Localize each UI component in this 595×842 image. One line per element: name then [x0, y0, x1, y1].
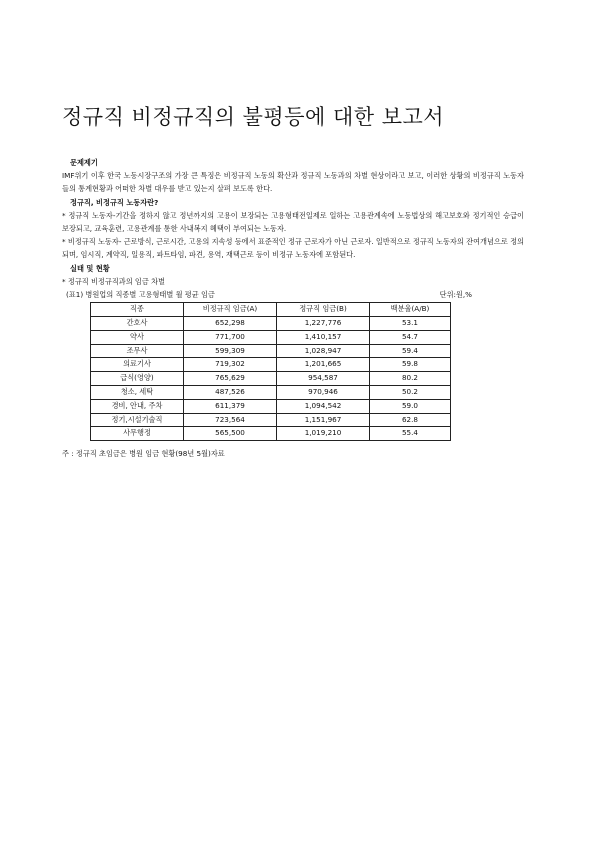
cell-percentage: 55.4 [370, 427, 451, 441]
header-percentage: 백분율(A/B) [370, 303, 451, 317]
cell-regular-wage: 1,028,947 [277, 344, 370, 358]
table-row [91, 413, 451, 427]
table-row [91, 330, 451, 344]
header-occupation: 직종 [91, 303, 184, 317]
cell-regular-wage: 1,410,157 [277, 330, 370, 344]
cell-regular-wage: 954,587 [277, 372, 370, 386]
problem-paragraph: IMF위기 이후 한국 노동시장구조의 가장 큰 특징은 비정규직 노동의 확산과 정규직 노동과의 차별 현상이라고 보고, 이러한 상황의 비정규직 노동자들의 통계현황과 어떠한 차별 대우를 받고 있는지 살펴 보도록 한다. [62, 171, 524, 194]
cell-regular-wage: 1,094,542 [277, 399, 370, 413]
cell-percentage: 59.4 [370, 344, 451, 358]
cell-occupation: 간호사 [91, 317, 184, 331]
table-header-row [91, 303, 451, 317]
cell-occupation: 사무행정 [91, 427, 184, 441]
cell-irregular-wage: 765,629 [184, 372, 277, 386]
cell-occupation: 경비, 안내, 주차 [91, 399, 184, 413]
document-body [62, 156, 524, 460]
table-row [91, 358, 451, 372]
cell-regular-wage: 1,151,967 [277, 413, 370, 427]
regular-worker-definition: * 정규직 노동자-기간을 정하지 않고 정년까지의 고용이 보장되는 고용형태전일제로 일하는 고용관계속에 노동법상의 해고보호와 정기적인 승급이 보장되고, 교육훈련, 고용관계를 통한 사내복지 혜택이 부여되는 노동자. [62, 210, 524, 234]
cell-irregular-wage: 652,298 [184, 317, 277, 331]
cell-irregular-wage: 723,564 [184, 413, 277, 427]
cell-occupation: 급식(영양) [91, 372, 184, 386]
status-heading: 실태 및 현황 [70, 263, 110, 273]
cell-irregular-wage: 565,500 [184, 427, 277, 441]
cell-irregular-wage: 611,379 [184, 399, 277, 413]
table-row [91, 427, 451, 441]
cell-percentage: 62.8 [370, 413, 451, 427]
header-regular-wage: 정규직 임금(B) [277, 303, 370, 317]
document-title: 정규직 비정규직의 불평등에 대한 보고서 [62, 105, 445, 129]
cell-regular-wage: 1,201,665 [277, 358, 370, 372]
irregular-worker-definition: * 비정규직 노동자- 근로방식, 근로시간, 고용의 지속성 등에서 표준적인 정규 근로자가 아닌 근로자. 일반적으로 정규직 노동자의 잔여개념으로 정의되며, 임시직, 계약직, 일용직, 파트타임, 파견, 용역, 재택근로 등이 비정규 노동자에 포함된다. [62, 237, 524, 260]
cell-irregular-wage: 599,309 [184, 344, 277, 358]
cell-percentage: 80.2 [370, 372, 451, 386]
header-irregular-wage: 비정규직 임금(A) [184, 303, 277, 317]
table-row [91, 386, 451, 400]
table-footnote: 주 : 정규직 초임금은 병원 임금 현황(98년 5월)자료 [62, 449, 225, 459]
cell-percentage: 59.0 [370, 399, 451, 413]
table-row [91, 317, 451, 331]
table-row [91, 399, 451, 413]
cell-occupation: 약사 [91, 330, 184, 344]
wage-gap-heading: * 정규직 비정규직과의 임금 차별 [62, 276, 165, 286]
cell-percentage: 53.1 [370, 317, 451, 331]
cell-irregular-wage: 487,526 [184, 386, 277, 400]
table-unit: 단위:원,% [439, 290, 472, 300]
cell-occupation: 청소, 세탁 [91, 386, 184, 400]
wage-table [90, 302, 451, 441]
cell-percentage: 59.8 [370, 358, 451, 372]
cell-occupation: 조무사 [91, 344, 184, 358]
cell-percentage: 54.7 [370, 330, 451, 344]
problem-heading: 문제제기 [70, 158, 98, 167]
cell-irregular-wage: 771,700 [184, 330, 277, 344]
definition-heading: 정규직, 비정규직 노동자란? [70, 197, 159, 207]
table-caption [62, 288, 524, 301]
table-row [91, 344, 451, 358]
cell-regular-wage: 1,227,776 [277, 317, 370, 331]
cell-percentage: 50.2 [370, 386, 451, 400]
table-caption-text: (표1) 병원업의 직종별 고용형태별 월 평균 임금 [66, 290, 215, 300]
cell-occupation: 정기,시설기술직 [91, 413, 184, 427]
cell-regular-wage: 970,946 [277, 386, 370, 400]
cell-regular-wage: 1,019,210 [277, 427, 370, 441]
cell-occupation: 의료기사 [91, 358, 184, 372]
cell-irregular-wage: 719,302 [184, 358, 277, 372]
table-row [91, 372, 451, 386]
